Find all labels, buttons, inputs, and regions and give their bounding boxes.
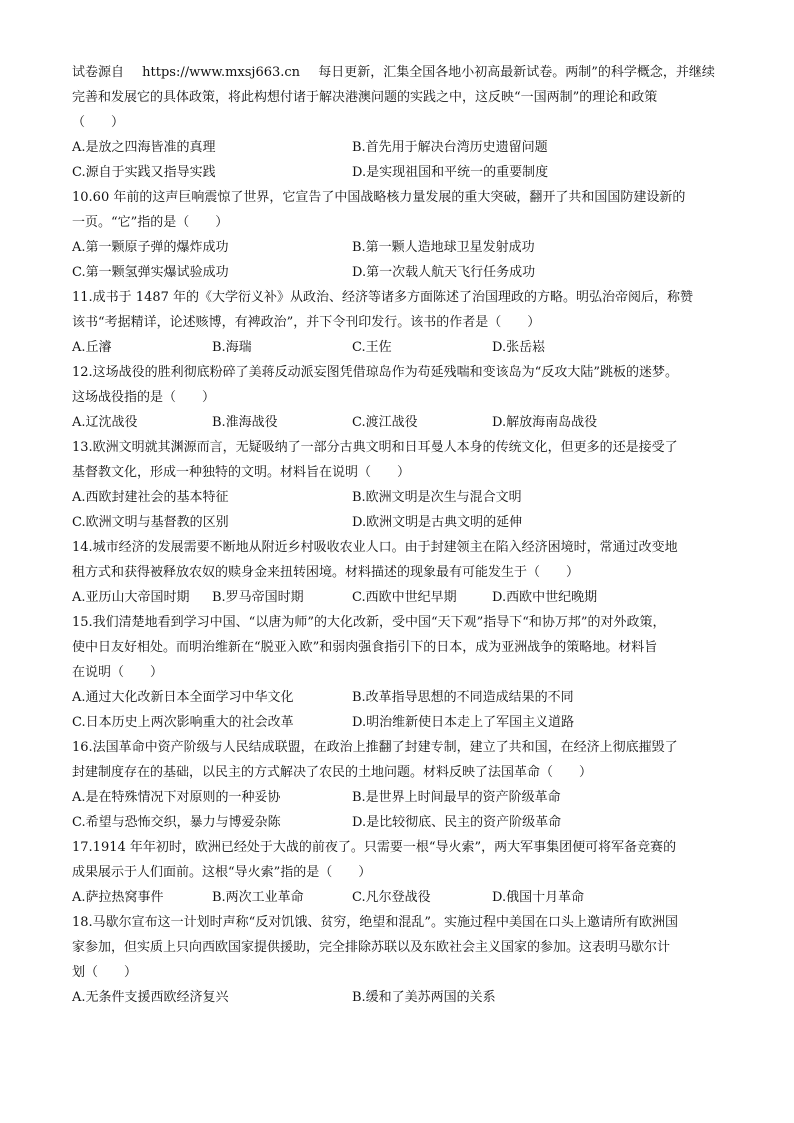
q10-stem-line1: 10.60 年前的这声巨响震惊了世界，它宣告了中国战略核力量发展的重大突破，翻开了共和国国防建设新的 [72,190,686,205]
q16-options-row2 [72,810,732,835]
q9-options-row2 [72,160,732,185]
q18-stem-line3: 划（ ） [72,965,138,980]
q13-options-row1 [72,485,732,510]
q14-option-c: C.西欧中世纪早期 [352,590,457,605]
q15-option-d: D.明治维新使日本走上了军国主义道路 [352,715,575,730]
q10-stem-line2: 一页。“它”指的是（ ） [72,215,229,230]
q11-option-c: C.王佐 [352,340,392,355]
q16-stem-line1: 16.法国革命中资产阶级与人民结成联盟，在政治上推翻了封建专制，建立了共和国，在经济上彻底摧毁了 [72,740,678,755]
q10-options-row2 [72,260,732,285]
q15-option-c: C.日本历史上两次影响重大的社会改革 [72,715,294,730]
q11-option-a: A.丘濬 [72,340,112,355]
q9-option-c: C.源自于实践又指导实践 [72,165,216,180]
q14-option-d: D.西欧中世纪晚期 [492,590,598,605]
q11-stem-line1: 11.成书于 1487 年的《大学衍义补》从政治、经济等诸多方面陈述了治国理政的方略。明弘治帝阅后，称赞 [72,290,694,305]
q12-option-a: A.辽沈战役 [72,415,138,430]
q13-option-d: D.欧洲文明是古典文明的延伸 [352,515,523,530]
q10-option-a: A.第一颗原子弹的爆炸成功 [72,240,229,255]
q10-option-d: D.第一次载人航天飞行任务成功 [352,265,536,280]
q14-option-a: A.亚历山大帝国时期 [72,590,190,605]
q9-stem-blank: （ ） [72,115,125,130]
q9-options-row1 [72,135,732,160]
q17-option-a: A.萨拉热窝事件 [72,890,164,905]
q11-option-b: B.海瑞 [212,340,252,355]
q17-stem-line1: 17.1914 年年初时，欧洲已经处于大战的前夜了。只需要一根“导火索”，两大军事集团便可将军备竞赛的 [72,840,677,855]
q15-option-b: B.改革指导思想的不同造成结果的不同 [352,690,574,705]
q13-options-row2 [72,510,732,535]
q12-stem-line2: 这场战役指的是（ ） [72,390,216,405]
q13-stem-line1: 13.欧洲文明就其渊源而言，无疑吸纳了一部分古典文明和日耳曼人本身的传统文化，但更多的还是接受了 [72,440,678,455]
q17-option-b: B.两次工业革命 [212,890,304,905]
q17-stem-line2: 成果展示于人们面前。这根“导火索”指的是（ ） [72,865,372,880]
q15-stem-line2: 使中日友好相处。而明治维新在“脱亚入欧”和弱肉强食指引下的日本，成为亚洲战争的策略地。材料旨 [72,640,658,655]
header-text: 每日更新，汇集全国各地小初高最新试卷。两制”的科学概念，并继续 [318,65,715,80]
q11-stem-line2: 该书“考据精详，论述赅博，有裨政治”，并下令刊印发行。该书的作者是（ ） [72,315,541,330]
q16-option-c: C.希望与恐怖交织，暴力与博爱杂陈 [72,815,281,830]
q18-option-a: A.无条件支援西欧经济复兴 [72,990,229,1005]
q15-stem-line1: 15.我们清楚地看到学习中国、“以唐为师”的大化改新，受中国“天下观”指导下“和协万邦”的对外政策， [72,615,666,630]
q9-stem-cont: 完善和发展它的具体政策，将此构想付诸于解决港澳问题的实践之中，这反映“一国两制”的理论和政策 [72,90,658,105]
q15-options-row1 [72,685,732,710]
q14-stem-line1: 14.城市经济的发展需要不断地从附近乡村吸收农业人口。由于封建领主在陷入经济困境时，常通过改变地 [72,540,678,555]
q15-stem-line3: 在说明（ ） [72,665,164,680]
q13-stem-line2: 基督教文化，形成一种独特的文明。材料旨在说明（ ） [72,465,411,480]
q12-options-row [72,410,732,435]
q11-options-row [72,335,732,360]
q13-option-b: B.欧洲文明是次生与混合文明 [352,490,522,505]
q12-stem-line1: 12.这场战役的胜利彻底粉碎了美蒋反动派妄图凭借琼岛作为苟延残喘和变该岛为“反攻大陆”跳板的迷梦。 [72,365,678,380]
header-line [72,60,732,85]
q9-option-d: D.是实现祖国和平统一的重要制度 [352,165,549,180]
q13-option-c: C.欧洲文明与基督教的区别 [72,515,229,530]
exam-page [72,60,732,1010]
q18-stem-line1: 18.马歇尔宣布这一计划时声称“反对饥饿、贫穷，绝望和混乱”。实施过程中美国在口头上邀请所有欧洲国 [72,915,678,930]
q16-option-b: B.是世界上时间最早的资产阶级革命 [352,790,561,805]
q12-option-c: C.渡江战役 [352,415,418,430]
q9-option-b: B.首先用于解决台湾历史遗留问题 [352,140,548,155]
q15-option-a: A.通过大化改新日本全面学习中华文化 [72,690,294,705]
q16-option-a: A.是在特殊情况下对原则的一种妥协 [72,790,281,805]
q10-option-b: B.第一颗人造地球卫星发射成功 [352,240,535,255]
source-url[interactable]: https://www.mxsj663.cn [142,65,301,80]
q16-stem-line2: 封建制度存在的基础，以民主的方式解决了农民的土地问题。材料反映了法国革命（ ） [72,765,593,780]
q13-option-a: A.西欧封建社会的基本特征 [72,490,229,505]
q11-option-d: D.张岳崧 [492,340,546,355]
q14-options-row [72,585,732,610]
q12-option-d: D.解放海南岛战役 [492,415,598,430]
q14-option-b: B.罗马帝国时期 [212,590,304,605]
source-label: 试卷源自 [72,65,125,80]
q18-options-row1 [72,985,732,1010]
q14-stem-line2: 租方式和获得被释放农奴的赎身金来扭转困境。材料描述的现象最有可能发生于（ ） [72,565,580,580]
q9-option-a: A.是放之四海皆准的真理 [72,140,216,155]
q15-options-row2 [72,710,732,735]
q18-option-b: B.缓和了美苏两国的关系 [352,990,496,1005]
q10-options-row1 [72,235,732,260]
q12-option-b: B.淮海战役 [212,415,278,430]
q17-option-d: D.俄国十月革命 [492,890,585,905]
q16-options-row1 [72,785,732,810]
q17-options-row [72,885,732,910]
q10-option-c: C.第一颗氢弹实爆试验成功 [72,265,229,280]
q17-option-c: C.凡尔登战役 [352,890,431,905]
q18-stem-line2: 家参加，但实质上只向西欧国家提供援助，完全排除苏联以及东欧社会主义国家的参加。这表明马歇尔计 [72,940,671,955]
q16-option-d: D.是比较彻底、民主的资产阶级革命 [352,815,562,830]
